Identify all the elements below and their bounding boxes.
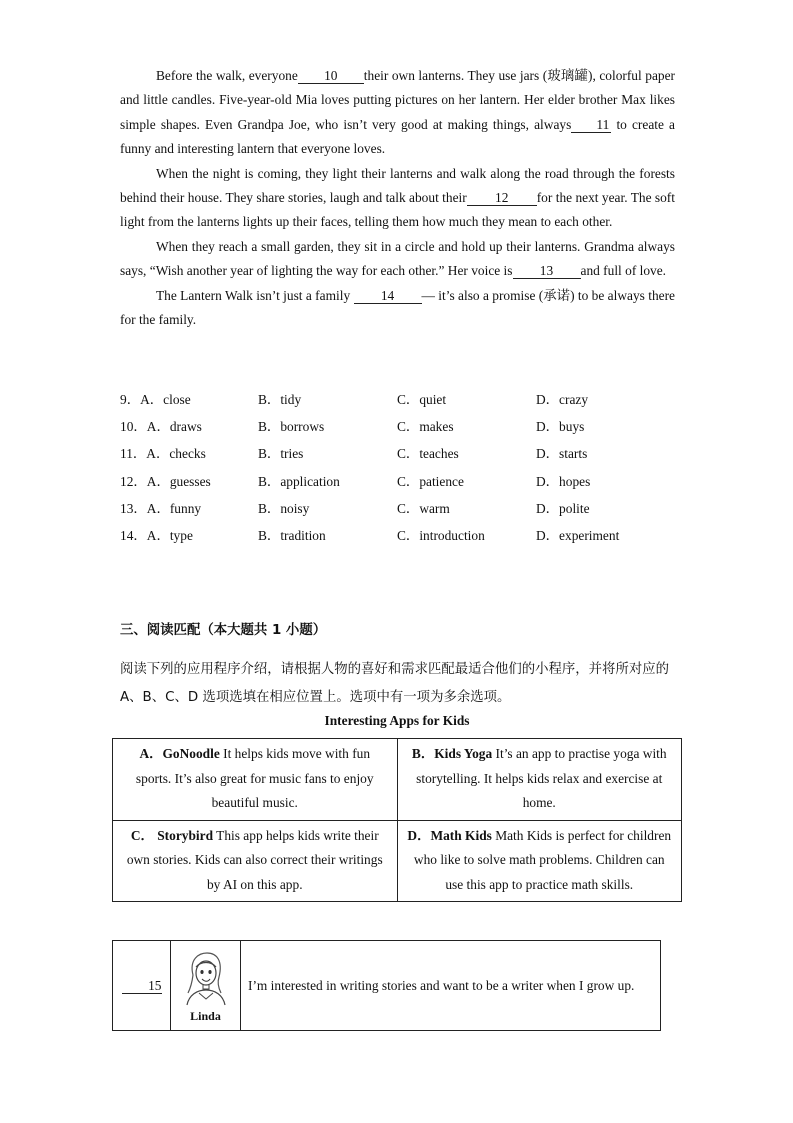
passage-text: Before the walk, everyone	[156, 68, 298, 83]
question-number: 13．	[120, 500, 147, 516]
answer-blank-15[interactable]: 15	[122, 978, 162, 994]
person-picture-cell	[171, 941, 241, 1031]
question-number: 12．	[120, 473, 147, 489]
option-b[interactable]: B．tidy	[258, 392, 302, 408]
match-table	[112, 940, 661, 1031]
passage-text: — it’s also a promise (承诺) to be always there for the family.	[120, 287, 675, 328]
option-d[interactable]: D．starts	[536, 446, 588, 462]
apps-table-title: Interesting Apps for Kids	[324, 713, 470, 728]
question-number: 10．	[120, 419, 147, 435]
option-a[interactable]: A．draws	[146, 419, 202, 435]
option-c[interactable]: C．warm	[397, 500, 450, 516]
passage-paragraph-1	[120, 64, 675, 162]
app-label: C． Storybird	[130, 827, 214, 843]
app-description: Math Kids is perfect for children who like to solve math problems. Children can use this app to practice math skills.	[413, 827, 672, 892]
passage-paragraph-4	[120, 284, 675, 333]
option-c[interactable]: C．introduction	[397, 528, 485, 544]
passage-text: for the next year. The soft light from the lanterns lights up their faces, telling them how much they mean to each other.	[120, 190, 675, 230]
option-d[interactable]: D．hopes	[536, 473, 591, 489]
option-d[interactable]: D．crazy	[536, 392, 589, 408]
question-number: 14．	[120, 528, 147, 544]
apps-table-row	[113, 820, 682, 902]
passage-text: to create a funny and interesting lantern that everyone loves.	[120, 116, 675, 157]
blank-14[interactable]: 14	[354, 288, 422, 304]
question-number: 9．	[120, 392, 141, 408]
app-description: It helps kids move with fun sports. It’s also great for music fans to enjoy beautiful music.	[135, 746, 374, 810]
blank-12[interactable]: 12	[467, 190, 537, 206]
answer-cell	[113, 941, 171, 1031]
question-row	[120, 385, 680, 412]
option-a[interactable]: A．type	[146, 528, 193, 544]
passage-text: When they reach a small garden, they sit in a circle and hold up their lanterns. Grandma always says, “Wish another year of lighting the way for each other.” Her voice is	[120, 238, 675, 279]
person-statement: I’m interested in writing stories and want to be a writer when I grow up.	[241, 941, 661, 1031]
blank-10[interactable]: 10	[298, 68, 364, 84]
app-label: B．Kids Yoga	[411, 746, 493, 761]
blank-11[interactable]: 11	[571, 117, 611, 133]
app-description: This app helps kids write their own stories. Kids can also correct their writings by AI on this app.	[126, 827, 383, 892]
apps-table	[112, 738, 682, 902]
question-options	[120, 385, 680, 548]
question-row	[120, 439, 680, 466]
option-b[interactable]: B．borrows	[258, 419, 325, 435]
option-a[interactable]: A．funny	[146, 500, 202, 516]
option-d[interactable]: D．buys	[536, 419, 585, 435]
option-a[interactable]: A．checks	[146, 446, 206, 462]
passage-text: When the night is coming, they light their lanterns and walk along the road through the forests behind their house. They share stories, laugh and talk about their	[120, 165, 675, 206]
option-a[interactable]: A．guesses	[146, 473, 211, 489]
blank-13[interactable]: 13	[513, 263, 581, 279]
passage-paragraph-3	[120, 235, 675, 284]
option-b[interactable]: B．noisy	[258, 500, 310, 516]
cloze-passage	[120, 64, 675, 332]
option-c[interactable]: C．patience	[397, 473, 464, 489]
girl-portrait-icon	[181, 949, 231, 1007]
person-name: Linda	[190, 1009, 221, 1023]
option-b[interactable]: B．tradition	[258, 528, 326, 544]
question-number: 11．	[120, 446, 147, 462]
app-cell-b	[397, 739, 682, 821]
app-cell-a	[113, 739, 398, 821]
app-cell-c	[113, 820, 398, 902]
question-row	[120, 467, 680, 494]
passage-text: their own lanterns. They use jars (玻璃罐), colorful paper and little candles. Five-year-old Mia loves putting pictures on her lantern. Her elder brother Max likes simple shapes. Even Grandpa Joe, who isn’t very good at making things, always	[120, 68, 675, 132]
option-a[interactable]: A．close	[140, 392, 191, 408]
question-row	[120, 521, 680, 548]
app-cell-d	[397, 820, 682, 902]
option-c[interactable]: C．teaches	[397, 446, 459, 462]
question-row	[120, 412, 680, 439]
section-instructions: 阅读下列的应用程序介绍，请根据人物的喜好和需求匹配最适合他们的小程序，并将所对应的 A、B、C、D 选项选填在相应位置上。选项中有一项为多余选项。	[120, 662, 670, 705]
option-c[interactable]: C．makes	[397, 419, 454, 435]
app-label: A．GoNoodle	[139, 746, 220, 761]
option-b[interactable]: B．application	[258, 473, 340, 489]
passage-paragraph-2	[120, 162, 675, 235]
app-description: It’s an app to practise yoga with storytelling. It helps kids relax and exercise at home.	[416, 746, 667, 810]
option-d[interactable]: D．experiment	[536, 528, 620, 544]
option-d[interactable]: D．polite	[536, 500, 590, 516]
passage-text: and full of love.	[580, 263, 667, 279]
app-label: D．Math Kids	[407, 827, 492, 843]
option-b[interactable]: B．tries	[258, 446, 304, 462]
apps-table-row	[113, 739, 682, 821]
match-row	[113, 941, 661, 1031]
section-title: 三、阅读匹配（本大题共 1 小题）	[120, 623, 327, 638]
option-c[interactable]: C．quiet	[397, 392, 447, 408]
passage-text: The Lantern Walk isn’t just a family	[156, 287, 351, 303]
question-row	[120, 494, 680, 521]
